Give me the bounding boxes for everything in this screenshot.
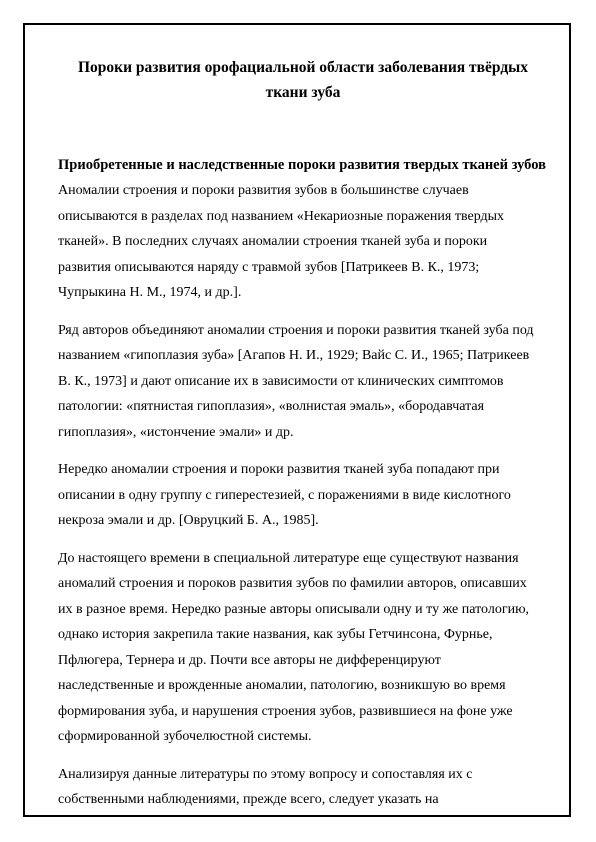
paragraph-1 (58, 178, 548, 306)
paragraph-line: наследственные и врожденные аномалии, патологию, возникшую во время (58, 678, 506, 693)
paragraph-line: тканей». В последних случаях аномалии строения тканей зуба и пороки (58, 234, 488, 249)
paragraph-line: их в разное время. Нередко разные авторы описывали одну и ту же патологию, (58, 601, 530, 617)
document-title (58, 55, 548, 105)
paragraph-line: Чупрыкина Н. М., 1974, и др.]. (58, 285, 242, 300)
paragraph-line: названием «гипоплазия зуба» [Агапов Н. И., 1929; Вайс С. И., 1965; Патрикеев (58, 348, 530, 363)
paragraph-3 (58, 457, 548, 534)
paragraph-line: В. К., 1973] и дают описание их в зависимости от клинических симптомов (58, 373, 504, 389)
paragraph-line: формирования зуба, и нарушения строения зубов, развившиеся на фоне уже (58, 703, 513, 719)
paragraph-line: развития описываются наряду с травмой зубов [Патрикеев В. К., 1973; (58, 259, 480, 275)
paragraph-line: Нередко аномалии строения и пороки развития тканей зуба попадают при (58, 462, 500, 477)
paragraph-line: сформированной зубочелюстной системы. (58, 729, 312, 744)
paragraph-line: описываются в разделах под названием «Некариозные поражения твердых (58, 208, 505, 224)
paragraph-line: однако история закрепила такие названия, как зубы Гетчинсона, Фурнье, (58, 627, 493, 642)
paragraph-line: патологии: «пятнистая гипоплазия», «волнистая эмаль», «бородавчатая (58, 399, 485, 414)
paragraph-line: аномалий строения и пороков развития зубов по фамилии авторов, описавших (58, 576, 527, 591)
paragraph-line: До настоящего времени в специальной литературе еще существуют названия (58, 550, 519, 566)
paragraph-line: описании в одну группу с гиперестезией, с поражениями в виде кислотного (58, 487, 511, 503)
paragraph-line: собственными наблюдениями, прежде всего, следует указать на (58, 792, 439, 807)
title-line: Пороки развития орофациальной области заболевания твёрдых (77, 59, 529, 76)
paragraph-5 (58, 762, 548, 813)
paragraph-2 (58, 318, 548, 446)
paragraph-line: Аномалии строения и пороки развития зубов в большинстве случаев (58, 183, 469, 198)
paragraph-4 (58, 546, 548, 750)
section-heading: Приобретенные и наследственные пороки развития твердых тканей зубов (58, 157, 546, 173)
paragraph-line: гипоплазия», «истончение эмали» и др. (58, 424, 294, 440)
document-body (58, 55, 548, 813)
paragraph-line: Ряд авторов объединяют аномалии строения и пороки развития тканей зуба под (58, 322, 534, 338)
paragraph-line: Анализируя данные литературы по этому вопросу и сопоставляя их с (58, 766, 473, 782)
paragraph-line: некроза эмали и др. [Овруцкий Б. А., 1985]. (58, 513, 319, 528)
title-line: ткани зуба (265, 84, 341, 101)
paragraph-line: Пфлюгера, Тернера и др. Почти все авторы не дифференцируют (58, 652, 441, 668)
